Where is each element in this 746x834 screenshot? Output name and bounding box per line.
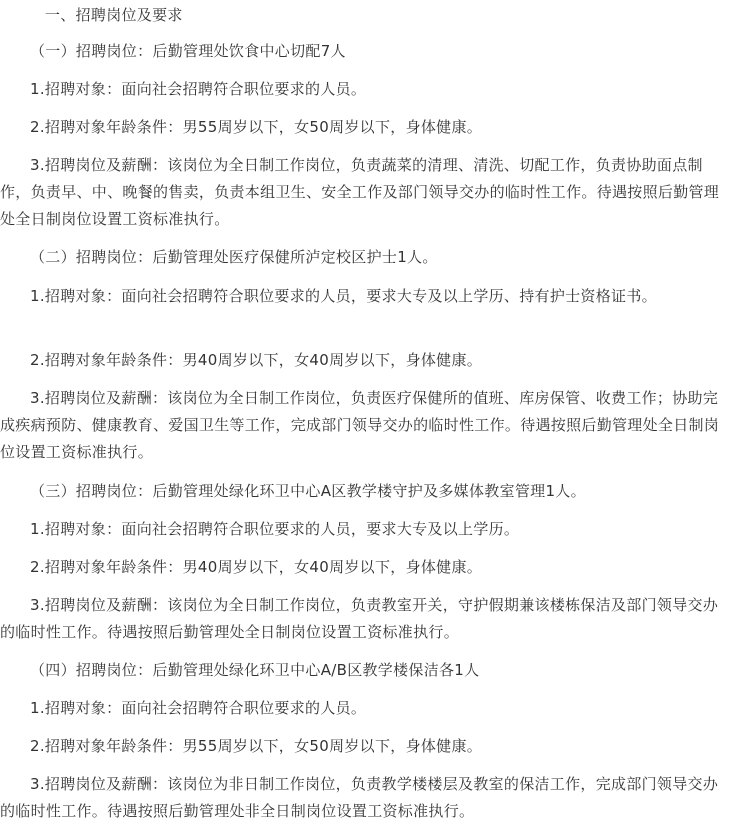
section-title: 一、招聘岗位及要求 (45, 6, 183, 24)
position-1-title: （一）招聘岗位：后勤管理处饮食中心切配7人 (30, 42, 346, 60)
position-2-title: （二）招聘岗位：后勤管理处医疗保健所泸定校区护士1人。 (30, 248, 438, 266)
position-3-age: 2.招聘对象年龄条件：男40周岁以下，女40周岁以下，身体健康。 (30, 558, 483, 576)
position-4-title: （四）招聘岗位：后勤管理处绿化环卫中心A/B区教学楼保洁各1人 (30, 661, 480, 679)
position-1-target: 1.招聘对象：面向社会招聘符合职位要求的人员。 (30, 80, 367, 98)
position-2-target: 1.招聘对象：面向社会招聘符合职位要求的人员，要求大专及以上学历、持有护士资格证书。 (30, 287, 657, 305)
position-4-salary: 3.招聘岗位及薪酬：该岗位为非日制工作岗位，负责教学楼楼层及教室的保洁工作，完成部门领导交办的临时性工作。待遇按照后勤管理处非全日制岗位设置工资标准执行。 (0, 775, 719, 820)
position-1-age: 2.招聘对象年龄条件：男55周岁以下，女50周岁以下，身体健康。 (30, 118, 483, 136)
position-3-title: （三）招聘岗位：后勤管理处绿化环卫中心A区教学楼守护及多媒体教室管理1人。 (30, 482, 586, 500)
position-2-age: 2.招聘对象年龄条件：男40周岁以下，女40周岁以下，身体健康。 (30, 351, 483, 369)
position-4-target: 1.招聘对象：面向社会招聘符合职位要求的人员。 (30, 699, 367, 717)
position-4-age: 2.招聘对象年龄条件：男55周岁以下，女50周岁以下，身体健康。 (30, 737, 483, 755)
position-2-salary: 3.招聘岗位及薪酬：该岗位为全日制工作岗位，负责医疗保健所的值班、库房保管、收费工作；协助完成疾病预防、健康教育、爱国卫生等工作，完成部门领导交办的临时性工作。待遇按照后勤管理处全日制岗位设置工资标准执行。 (0, 389, 720, 461)
position-3-target: 1.招聘对象：面向社会招聘符合职位要求的人员，要求大专及以上学历。 (30, 520, 520, 538)
position-3-salary: 3.招聘岗位及薪酬：该岗位为全日制工作岗位，负责教室开关，守护假期兼该楼栋保洁及部门领导交办的临时性工作。待遇按照后勤管理处全日制岗位设置工资标准执行。 (0, 596, 719, 641)
position-1-salary: 3.招聘岗位及薪酬：该岗位为全日制工作岗位，负责蔬菜的清理、清洗、切配工作，负责协助面点制作，负责早、中、晚餐的售卖，负责本组卫生、安全工作及部门领导交办的临时性工作。待遇按照后勤管理处全日制岗位设置工资标准执行。 (0, 156, 720, 228)
